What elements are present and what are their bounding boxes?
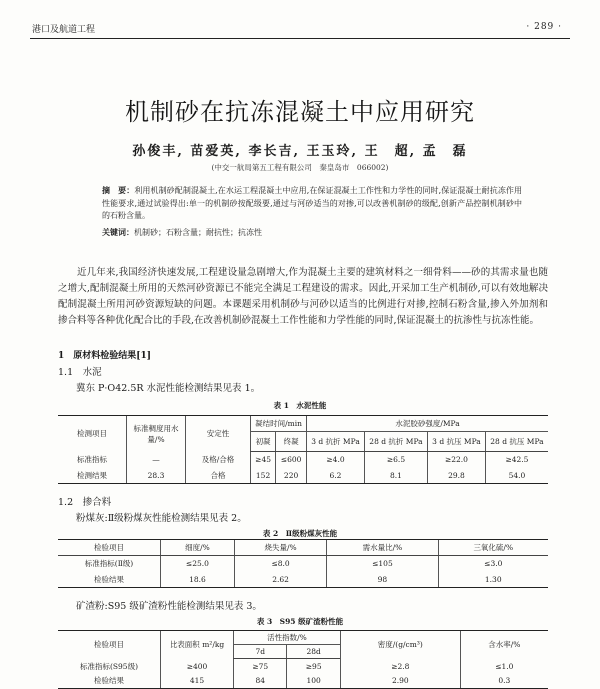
subsection-heading-cement: 1.1 水泥 [58,367,102,378]
table-row [58,468,548,484]
table-cell: ≤600 [276,452,307,468]
header-rule [30,38,570,39]
keywords [102,227,522,238]
table-cell: 8.1 [364,468,427,484]
table-cell: ≥22.0 [428,452,486,468]
table-row [58,659,548,674]
table2-header-so3: 三氧化硫/% [438,540,548,556]
paper-title: 机制砂在抗冻混凝土中应用研究 [125,98,475,126]
table-cell: 标准指标(Ⅱ级) [84,559,134,569]
table-row [58,556,548,572]
table-cell: ≥6.5 [364,452,427,468]
table2-header-item: 检验项目 [58,540,161,556]
section-heading-materials: 1 原材料检验结果[1] [58,351,152,361]
table1-header-setting: 凝结时间/min [251,416,307,432]
table1-header-stability: 安定性 [186,416,251,452]
table-cell: 1.30 [438,572,548,588]
running-header [30,20,570,36]
journal-name: 港口及航道工程 [32,25,96,35]
table-cell: 18.6 [161,572,235,588]
table-cell: 220 [276,468,307,484]
flyash-paragraph: 粉煤灰:Ⅱ级粉煤灰性能检测结果见表 2。 [76,513,247,524]
table-cell: ≤105 [327,556,438,572]
table3-header-item: 检验项目 [58,631,161,659]
table-cell: ≥95 [287,659,340,674]
author-list: 孙俊丰, 苗爱英, 李长吉, 王玉玲, 王 超, 孟 磊 [132,144,468,159]
table1-header-f3: 3 d 抗折 MPa [307,432,365,452]
table3-header-7d: 7d [234,645,287,659]
table-cell: 28.3 [127,468,186,484]
table-cell: 检验结果 [58,572,161,588]
table3-header-density: 密度/(g/cm³) [340,631,460,659]
table-row [58,674,548,689]
cement-paragraph: 冀东 P·O42.5R 水泥性能检测结果见表 1。 [76,383,261,394]
flyash-table [58,539,548,588]
table-cell: 6.2 [307,468,365,484]
subsection-heading-admixture: 1.2 掺合料 [58,497,112,508]
table-row [58,452,548,468]
slag-paragraph: 矿渣粉:S95 级矿渣粉性能检测结果见表 3。 [76,601,262,612]
table-cell: 合格 [186,468,251,484]
table-cell: ≥42.5 [485,452,548,468]
table-cell: ≤3.0 [438,556,548,572]
table-cell: 84 [234,674,287,689]
intro-paragraph: 近几年来,我国经济快速发展,工程建设量急剧增大,作为混凝土主要的建筑材料之一细骨料——砂的其需求量也随之增大,配制混凝土所用的天然河砂资源已不能完全满足工程建设的需求。因此,开采加工生产机制砂,可以有效地解决配制混凝土所用河砂资源短缺的问题。本课题采用机制砂与河砂以适当的比例进行对掺,控制石粉含量,掺入外加剂和掺合料等各种优化配合比的手段,在改善机制砂混凝土工作性能和力学性能的同时,保证混凝土的抗渗性与抗冻性能。 [58,267,548,326]
table3-header-activity: 活性指数/% [234,631,341,645]
table1-header-item: 检测项目 [58,416,127,452]
table-row [58,572,548,588]
table-cell: ≥75 [234,659,287,674]
table1-header-c3: 3 d 抗压 MPa [428,432,486,452]
table-cell: 100 [287,674,340,689]
cement-table [58,415,548,484]
abstract-text: 利用机制砂配制混凝土,在水运工程混凝土中应用,在保证混凝土工作性和力学性的同时,保证混凝土耐抗冻作用性能要求,通过试验得出:单一的机制砂按配级要,通过与河砂适当的对掺,可以改善机制砂的级配,创新产品控制机制砂中的石粉含量。 [102,186,523,220]
table-cell: ≥400 [161,659,234,674]
table-cell: ≤1.0 [460,659,548,674]
table3-header-water: 含水率/% [460,631,548,659]
table-cell: 29.8 [428,468,486,484]
slag-table [58,630,548,689]
table-cell: 0.3 [460,674,548,689]
table1-header-final: 终凝 [276,432,307,452]
table1-caption: 表 1 水泥性能 [273,401,327,410]
table2-header-water-ratio: 需水量比/% [327,540,438,556]
table-cell: ≤8.0 [234,556,327,572]
table1-header-f28: 28 d 抗折 MPa [364,432,427,452]
table-cell: ≤25.0 [161,556,235,572]
table-cell: 54.0 [485,468,548,484]
table-cell: — [127,452,186,468]
table2-header-loss: 烧失量/% [234,540,327,556]
table-cell: 152 [251,468,276,484]
table2-header-fineness: 细度/% [161,540,235,556]
table3-header-28d: 28d [287,645,340,659]
page-number: · 289 · [526,22,562,32]
table-cell: 检验结果 [58,674,161,689]
table-cell: 98 [327,572,438,588]
table3-header-area: 比表面积 m²/kg [161,631,234,659]
table-cell: 及格/合格 [186,452,251,468]
table-cell: 415 [161,674,234,689]
table1-header-initial: 初凝 [251,432,276,452]
abstract-label: 摘 要： [102,185,135,195]
table-cell: 标准指标 [77,455,107,464]
table1-header-c28: 28 d 抗压 MPa [485,432,548,452]
table3-caption: 表 3 S95 级矿渣粉性能 [256,617,344,626]
table1-header-water: 标准稠度用水量/% [127,416,186,452]
table-cell: ≥2.8 [340,659,460,674]
table-cell: ≥45 [251,452,276,468]
table-cell: 2.90 [340,674,460,689]
table-cell: ≥4.0 [307,452,365,468]
table-cell: 检测结果 [58,468,127,484]
abstract [102,184,522,223]
keywords-text: 机制砂；石粉含量；耐抗性；抗冻性 [134,228,262,237]
affiliation: (中交一航局第五工程有限公司 秦皇岛市 066002) [211,163,389,172]
table1-header-strength: 水泥胶砂强度/MPa [307,416,548,432]
table-cell: 2.62 [234,572,327,588]
table-cell: 标准指标(S95级) [79,661,139,671]
keywords-label: 关键词： [102,227,134,237]
table2-caption: 表 2 Ⅱ级粉煤灰性能 [262,529,338,538]
